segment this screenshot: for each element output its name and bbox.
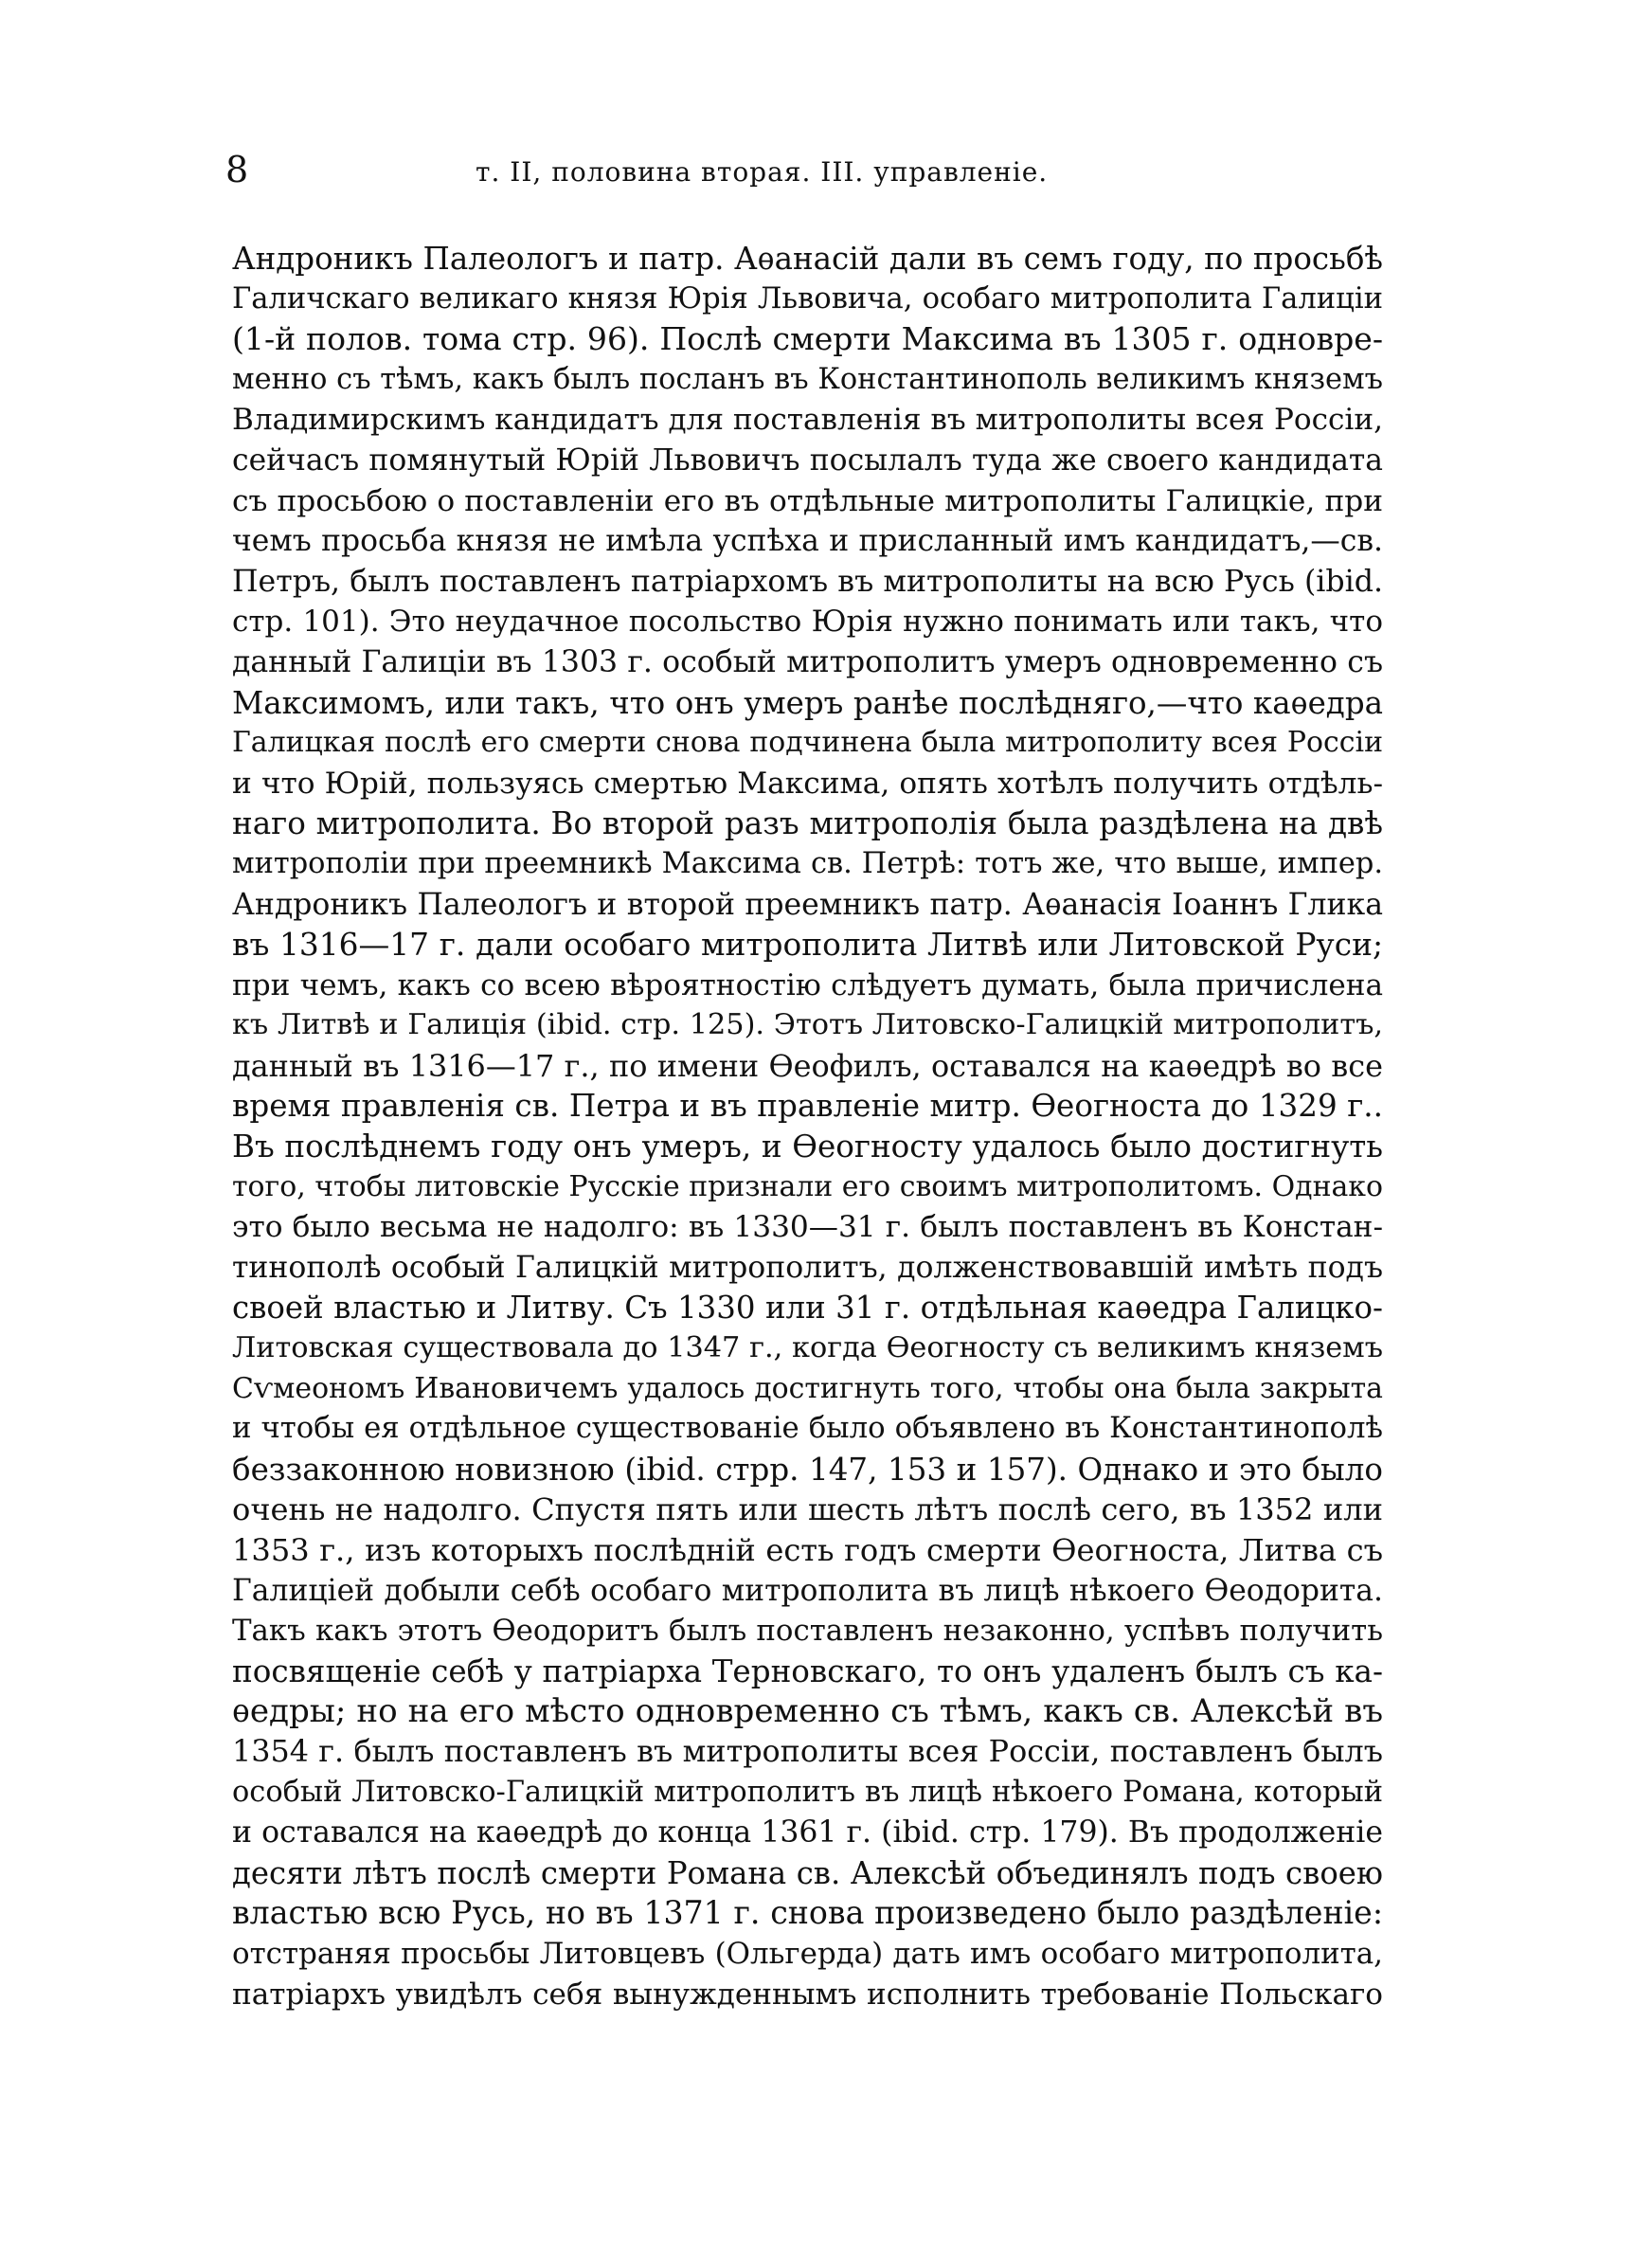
body-text — [232, 239, 1383, 2014]
text-line: (1-й полов. тома стр. 96). Послѣ смерти Максима въ 1305 г. одновре- — [232, 320, 1383, 358]
text-line: при чемъ, какъ со всею вѣроятностію слѣдуетъ думать, была причислена — [232, 967, 1383, 1002]
text-line: Андроникъ Палеологъ и второй преемникъ патр. Аѳанасія Іоаннъ Глика — [232, 887, 1383, 922]
text-line: данный Галиціи въ 1303 г. особый митрополитъ умеръ одновременно съ — [232, 644, 1383, 679]
text-line: ѳедры; но на его мѣсто одновременно съ тѣмъ, какъ св. Алексѣй въ — [232, 1692, 1383, 1731]
text-line: чемъ просьба князя не имѣла успѣха и присланный имъ кандидатъ,—св. — [232, 524, 1383, 559]
text-line: особый Литовско-Галицкій митрополитъ въ лицѣ нѣкоего Романа, который — [232, 1775, 1383, 1809]
text-line: Въ послѣднемъ году онъ умеръ, и Ѳеогносту удалось было достигнуть — [232, 1128, 1383, 1165]
text-line: отстраняя просьбы Литовцевъ (Ольгерда) дать имъ особаго митрополита, — [232, 1936, 1383, 1971]
text-line: очень не надолго. Спустя пять или шесть лѣтъ послѣ сего, въ 1352 или — [232, 1491, 1383, 1528]
text-line: данный въ 1316—17 г., по имени Ѳеофилъ, оставался на каѳедрѣ во все — [232, 1047, 1383, 1084]
text-line: менно съ тѣмъ, какъ былъ посланъ въ Константинополь великимъ княземъ — [232, 362, 1383, 396]
text-line: Максимомъ, или такъ, что онъ умеръ ранѣе послѣдняго,—что каѳедра — [232, 684, 1383, 721]
text-line: своей властью и Литву. Съ 1330 или 31 г. отдѣльная каѳедра Галицко- — [232, 1290, 1383, 1327]
text-line: 1354 г. былъ поставленъ въ митрополиты всея Россіи, поставленъ былъ — [232, 1733, 1383, 1769]
text-line: стр. 101). Это неудачное посольство Юрія нужно понимать или такъ, что — [232, 605, 1383, 640]
text-line: Андроникъ Палеологъ и патр. Аѳанасій дали въ семъ году, по просьбѣ — [232, 241, 1383, 277]
text-line: Петръ, былъ поставленъ патріархомъ въ митрополиты на всю Русь (ibid. — [232, 564, 1383, 599]
text-line: посвященіе себѣ у патріарха Терновскаго, то онъ удаленъ былъ съ ка- — [232, 1652, 1383, 1689]
text-line: Галичскаго великаго князя Юрія Львовича, особаго митрополита Галиціи — [232, 281, 1383, 316]
text-line: Владимирскимъ кандидатъ для поставленія въ митрополиты всея Россіи, — [232, 403, 1383, 438]
text-line: десяти лѣтъ послѣ смерти Романа св. Алексѣй объединялъ подъ своею — [232, 1854, 1383, 1891]
text-line: и что Юрій, пользуясь смертью Максима, опять хотѣлъ получить отдѣль- — [232, 766, 1383, 801]
text-line: время правленія св. Петра и въ правленіе митр. Ѳеогноста до 1329 г.. — [232, 1088, 1383, 1125]
text-line: того, чтобы литовскіе Русскіе признали его своимъ митрополитомъ. Однако — [232, 1169, 1383, 1203]
text-line: митрополіи при преемникѣ Максима св. Петрѣ: тотъ же, что выше, импер. — [232, 846, 1383, 880]
text-line: Литовская существовала до 1347 г., когда Ѳеогносту съ великимъ княземъ — [232, 1331, 1383, 1365]
text-line: беззаконною новизною (ibid. стрр. 147, 153 и 157). Однако и это было — [232, 1451, 1383, 1488]
text-line: сейчасъ помянутый Юрій Львовичъ посылалъ туда же своего кандидата — [232, 442, 1383, 478]
text-line: Галицкая послѣ его смерти снова подчинена была митрополиту всея Россіи — [232, 726, 1383, 760]
page-number: 8 — [225, 149, 249, 190]
text-line: и чтобы ея отдѣльное существованіе было объявлено въ Константинополѣ — [232, 1412, 1383, 1446]
text-line: наго митрополита. Во второй разъ митрополія была раздѣлена на двѣ — [232, 805, 1383, 842]
text-line: 1353 г., изъ которыхъ послѣдній есть годъ смерти Ѳеогноста, Литва съ — [232, 1532, 1383, 1568]
text-line: къ Литвѣ и Галиція (ibid. стр. 125). Этотъ Литовско-Галицкій митрополитъ, — [232, 1008, 1383, 1042]
text-line: Сѵмеономъ Ивановичемъ удалось достигнуть того, чтобы она была закрыта — [232, 1371, 1383, 1405]
text-line: съ просьбою о поставленіи его въ отдѣльные митрополиты Галицкіе, при — [232, 483, 1383, 518]
text-line: тинополѣ особый Галицкій митрополитъ, долженствовавшій имѣть подъ — [232, 1250, 1383, 1285]
text-line: и оставался на каѳедрѣ до конца 1361 г. (ibid. стр. 179). Въ продолженіе — [232, 1815, 1383, 1851]
text-line: въ 1316—17 г. дали особаго митрополита Литвѣ или Литовской Руси; — [232, 927, 1383, 964]
text-line: властью всю Русь, но въ 1371 г. снова произведено было раздѣленіе: — [232, 1894, 1383, 1932]
text-line: Такъ какъ этотъ Ѳеодоритъ былъ поставленъ незаконно, успѣвъ получить — [232, 1614, 1383, 1649]
running-head: т. II, половина вторая. III. управленіе. — [476, 156, 1049, 188]
text-line: патріархъ увидѣлъ себя вынужденнымъ исполнить требованіе Польскаго — [232, 1977, 1383, 2012]
text-line: Галиціей добыли себѣ особаго митрополита въ лицѣ нѣкоего Ѳеодорита. — [232, 1573, 1383, 1608]
text-line: это было весьма не надолго: въ 1330—31 г. былъ поставленъ въ Констан- — [232, 1210, 1383, 1245]
